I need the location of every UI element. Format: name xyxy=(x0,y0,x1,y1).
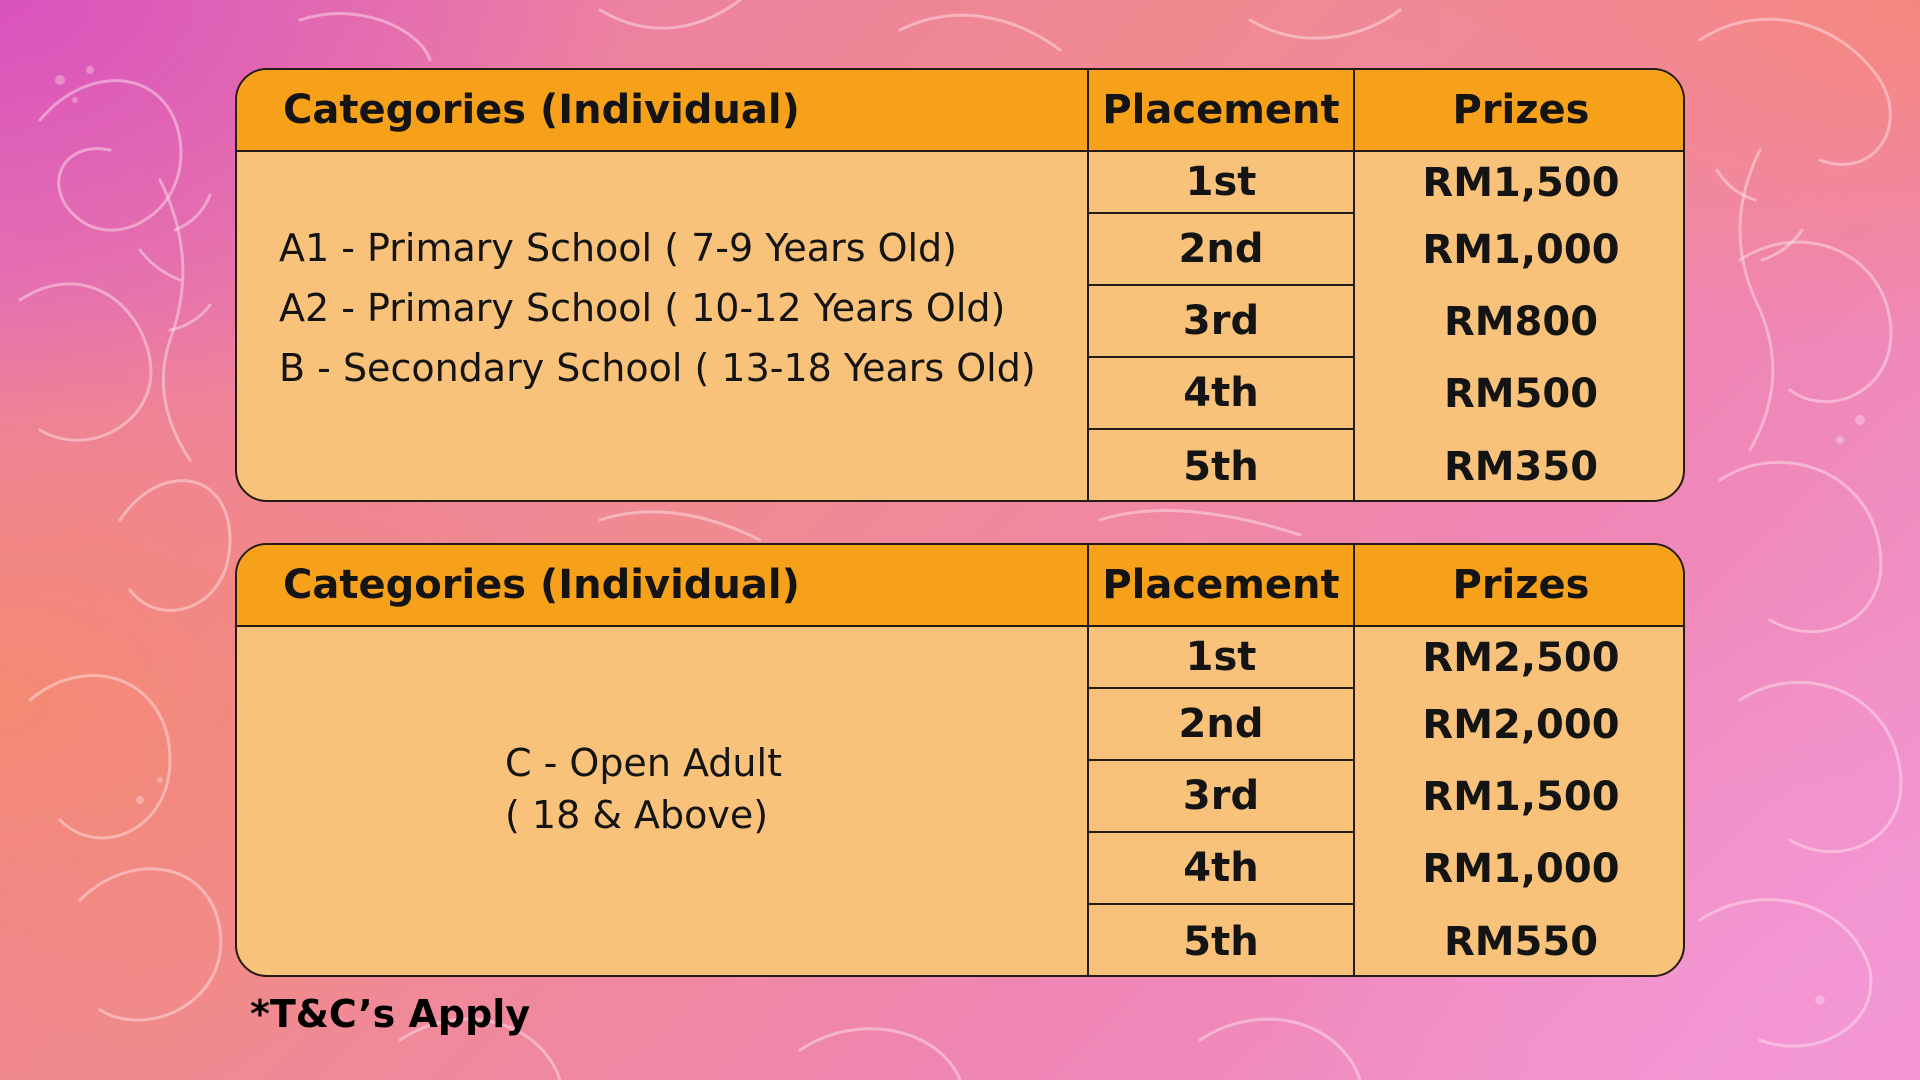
header-placement: Placement xyxy=(1089,545,1355,627)
header-categories: Categories (Individual) xyxy=(237,70,1089,152)
categories-cell xyxy=(237,152,1089,502)
header-placement: Placement xyxy=(1089,70,1355,152)
prize-column xyxy=(1355,627,1685,977)
prize-3rd: RM800 xyxy=(1443,299,1599,345)
placement-column xyxy=(1089,152,1355,502)
terms-note: *T&C’s Apply xyxy=(250,992,531,1036)
placement-1st: 1st xyxy=(1089,152,1353,214)
prize-2nd: RM1,000 xyxy=(1422,227,1620,273)
prize-2nd: RM2,000 xyxy=(1422,702,1620,748)
header-prizes: Prizes xyxy=(1355,545,1685,627)
category-a2: A2 - Primary School ( 10-12 Years Old) xyxy=(279,286,1006,330)
category-c-age: ( 18 & Above) xyxy=(505,793,769,837)
prize-5th: RM550 xyxy=(1443,919,1599,965)
category-list xyxy=(279,218,1036,398)
placement-4th: 4th xyxy=(1089,833,1353,905)
placement-2nd: 2nd xyxy=(1089,689,1353,761)
placement-3rd: 3rd xyxy=(1089,286,1353,358)
placement-5th: 5th xyxy=(1183,444,1259,490)
prize-table-schools xyxy=(235,68,1685,502)
placement-column xyxy=(1089,627,1355,977)
placement-1st: 1st xyxy=(1089,627,1353,689)
prize-table-open-adult xyxy=(235,543,1685,977)
prize-5th: RM350 xyxy=(1443,444,1599,490)
prize-column xyxy=(1355,152,1685,502)
category-c-title: C - Open Adult xyxy=(505,741,782,785)
category-a1: A1 - Primary School ( 7-9 Years Old) xyxy=(279,226,957,270)
placement-3rd: 3rd xyxy=(1089,761,1353,833)
prize-1st: RM1,500 xyxy=(1422,160,1620,206)
category-c xyxy=(505,737,782,841)
prize-4th: RM1,000 xyxy=(1422,846,1620,892)
prize-3rd: RM1,500 xyxy=(1422,774,1620,820)
placement-5th: 5th xyxy=(1183,919,1259,965)
placement-4th: 4th xyxy=(1089,358,1353,430)
prize-1st: RM2,500 xyxy=(1422,635,1620,681)
prize-4th: RM500 xyxy=(1443,371,1599,417)
header-prizes: Prizes xyxy=(1355,70,1685,152)
category-b: B - Secondary School ( 13-18 Years Old) xyxy=(279,346,1036,390)
header-categories: Categories (Individual) xyxy=(237,545,1089,627)
categories-cell xyxy=(237,627,1089,977)
placement-2nd: 2nd xyxy=(1089,214,1353,286)
